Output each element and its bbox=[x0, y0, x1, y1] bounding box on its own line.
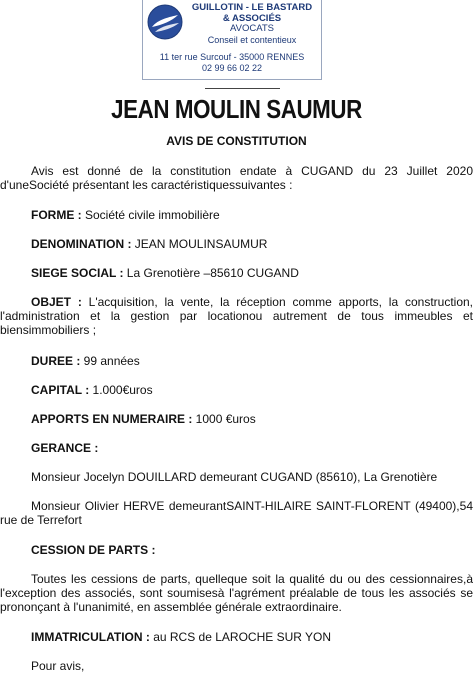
immatriculation-label: IMMATRICULATION : bbox=[31, 630, 150, 644]
apports-line bbox=[0, 412, 473, 426]
gerance-label: GERANCE : bbox=[31, 441, 99, 455]
gerance-heading bbox=[0, 441, 473, 455]
firm-phone: 02 99 66 02 22 bbox=[201, 63, 263, 73]
firm-name bbox=[187, 3, 317, 24]
firm-avocats: AVOCATS bbox=[230, 23, 274, 34]
firm-tagline: Conseil et contentieux bbox=[207, 35, 297, 45]
cession-heading bbox=[0, 543, 473, 557]
firm-name-line2: & ASSOCIÉS bbox=[222, 12, 282, 24]
company-title: JEAN MOULIN SAUMUR bbox=[111, 94, 362, 124]
apports-label: APPORTS EN NUMERAIRE : bbox=[31, 412, 193, 426]
intro-paragraph: Avis est donné de la constitution endate à CUGAND du 23 Juillet 2020 d'uneSociété présentant les caractéristiquessuivantes : bbox=[0, 164, 473, 193]
denomination-label: DENOMINATION : bbox=[31, 237, 132, 251]
duree-value: 99 années bbox=[80, 354, 140, 368]
closing-line: Pour avis, bbox=[31, 659, 85, 673]
denomination-value: JEAN MOULINSAUMUR bbox=[131, 237, 268, 251]
capital-value: 1.000€uros bbox=[89, 383, 153, 397]
siege-value: La Grenotière –85610 CUGAND bbox=[123, 266, 299, 280]
immatriculation-line bbox=[0, 630, 473, 644]
siege-line bbox=[0, 266, 473, 280]
cession-paragraph: Toutes les cessions de parts, quelleque soit la qualité du ou des cessionnaires,à l'exception des associés, sont soumisesà l'agrément préalable de tous les associés se prononçant à l'unanimité, en assemblée générale extraordinaire. bbox=[0, 572, 473, 615]
immatriculation-value: au RCS de LAROCHE SUR YON bbox=[149, 630, 332, 644]
duree-label: DUREE : bbox=[31, 354, 81, 368]
objet-paragraph bbox=[0, 295, 473, 338]
firm-name-line1: GUILLOTIN - LE BASTARD bbox=[191, 2, 313, 13]
firm-logo-icon bbox=[146, 3, 184, 41]
capital-line bbox=[0, 383, 473, 397]
apports-value: 1000 €uros bbox=[192, 412, 256, 426]
objet-value: L'acquisition, la vente, la réception comme apports, la construction, l'administration et la gestion par locationou autrement de tous immeubles et biensimmobiliers ; bbox=[0, 295, 473, 338]
law-firm-letterhead bbox=[142, 0, 322, 80]
duree-line bbox=[0, 354, 473, 368]
firm-address: 11 ter rue Surcouf - 35000 RENNES bbox=[159, 52, 305, 62]
divider bbox=[205, 88, 280, 89]
denomination-line bbox=[0, 237, 473, 251]
gerant2-paragraph: Monsieur Olivier HERVE demeurantSAINT-HILAIRE SAINT-FLORENT (49400),54 rue de Terrefort bbox=[0, 499, 473, 528]
gerant1-line: Monsieur Jocelyn DOUILLARD demeurant CUGAND (85610), La Grenotière bbox=[31, 470, 438, 484]
capital-label: CAPITAL : bbox=[31, 383, 90, 397]
objet-label: OBJET : bbox=[31, 295, 82, 309]
cession-label: CESSION DE PARTS : bbox=[31, 543, 156, 557]
forme-line bbox=[0, 208, 473, 222]
forme-label: FORME : bbox=[31, 208, 82, 222]
notice-subtitle: AVIS DE CONSTITUTION bbox=[166, 134, 307, 148]
siege-label: SIEGE SOCIAL : bbox=[31, 266, 124, 280]
forme-value: Société civile immobilière bbox=[81, 208, 220, 222]
